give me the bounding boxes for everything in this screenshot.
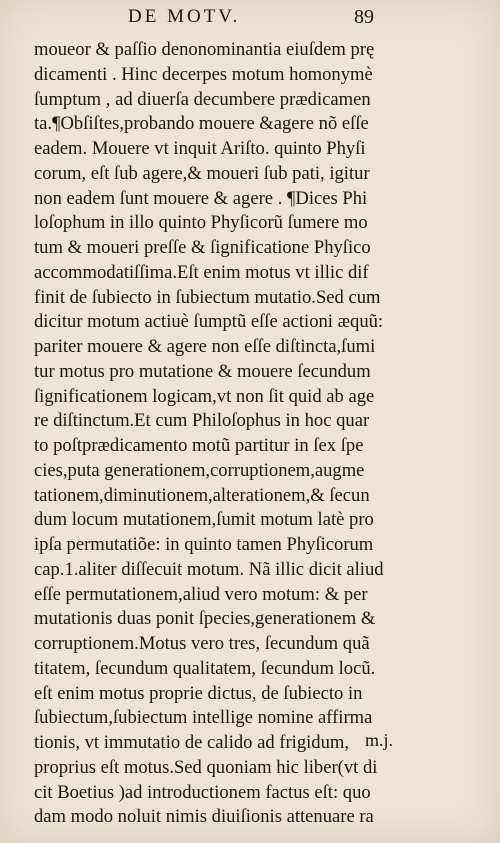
text-line: eſt enim motus proprie dictus, de ſubiecto in	[34, 682, 363, 704]
body-text	[34, 38, 434, 830]
text-line: loſophum in illo quinto Phyſicorũ ſumere mo	[34, 212, 368, 234]
text-line: cies,puta generationem,corruptionem,augme	[34, 459, 365, 481]
text-line: non eadem ſunt mouere & agere . ¶Dices Phi	[34, 187, 368, 209]
signature-mark: m.j.	[365, 730, 394, 750]
text-line: tionis, vt immutatio de calido ad frigidum,	[34, 732, 350, 753]
text-line: dam modo noluit nimis diuiſionis attenuare ra	[34, 806, 374, 828]
text-line: ſignificationem logicam,vt non ſit quid ab age	[34, 385, 375, 407]
text-line: ſumptum , ad diuerſa decumbere prædicamen	[34, 88, 371, 110]
text-line: accommodatiſſima.Eſt enim motus vt illic dif	[34, 261, 369, 283]
text-line: finit de ſubiecto in ſubiectum mutatio.Sed cum	[34, 286, 381, 308]
text-line: corruptionem.Motus vero tres, ſecundum quã	[34, 633, 370, 654]
text-line: proprius eſt motus.Sed quoniam hic liber(vt di	[34, 756, 378, 778]
text-line: eadem. Mouere vt inquit Ariſto. quinto Phyſi	[34, 138, 366, 159]
text-line: mutationis duas ponit ſpecies,generationem &	[34, 608, 376, 630]
text-line: dum locum mutationem,ſumit motum latè pro	[34, 509, 374, 531]
text-line: pariter mouere & agere non eſſe diſtincta,ſumi	[34, 336, 376, 357]
running-title: DE MOTV.	[128, 6, 241, 27]
text-line: ſubiectum,ſubiectum intellige nomine affirma	[34, 707, 373, 729]
text-line: ipſa permutatiõe: in quinto tamen Phyſicorum	[34, 534, 374, 555]
text-line: cap.1.aliter diſſecuit motum. Nã illic dicit aliud	[34, 558, 384, 580]
text-line: to poſtprædicamento motũ partitur in ſex ſpe	[34, 435, 364, 456]
text-line: titatem, ſecundum qualitatem, ſecundum locũ.	[34, 657, 376, 679]
text-line: corum, eſt ſub agere,& moueri ſub pati, igitur	[34, 162, 370, 184]
text-line: re diſtinctum.Et cum Philoſophus in hoc quar	[34, 410, 370, 432]
page-number: 89	[354, 6, 374, 28]
text-line: moueor & paſſio denonominantia eiuſdem prę	[34, 39, 375, 60]
text-line: tur motus pro mutatione & mouere ſecundum	[34, 360, 371, 382]
text-line: cit Boetius )ad introductionem factus eſt: quo	[34, 781, 371, 803]
text-line: dicitur motum actiuè ſumptũ eſſe actioni æquũ:	[34, 311, 384, 333]
text-line: ta.¶Obſiſtes,probando mouere &agere nõ eſſe	[34, 113, 369, 135]
text-line: tationem,diminutionem,alterationem,& ſecun	[34, 484, 370, 506]
text-line: dicamenti . Hinc decerpes motum homonymè	[34, 63, 373, 85]
text-line: eſſe permutationem,aliud vero motum: & per	[34, 583, 368, 605]
text-line: tum & moueri preſſe & ſignificatione Phyſico	[34, 237, 371, 258]
running-head	[0, 6, 500, 34]
